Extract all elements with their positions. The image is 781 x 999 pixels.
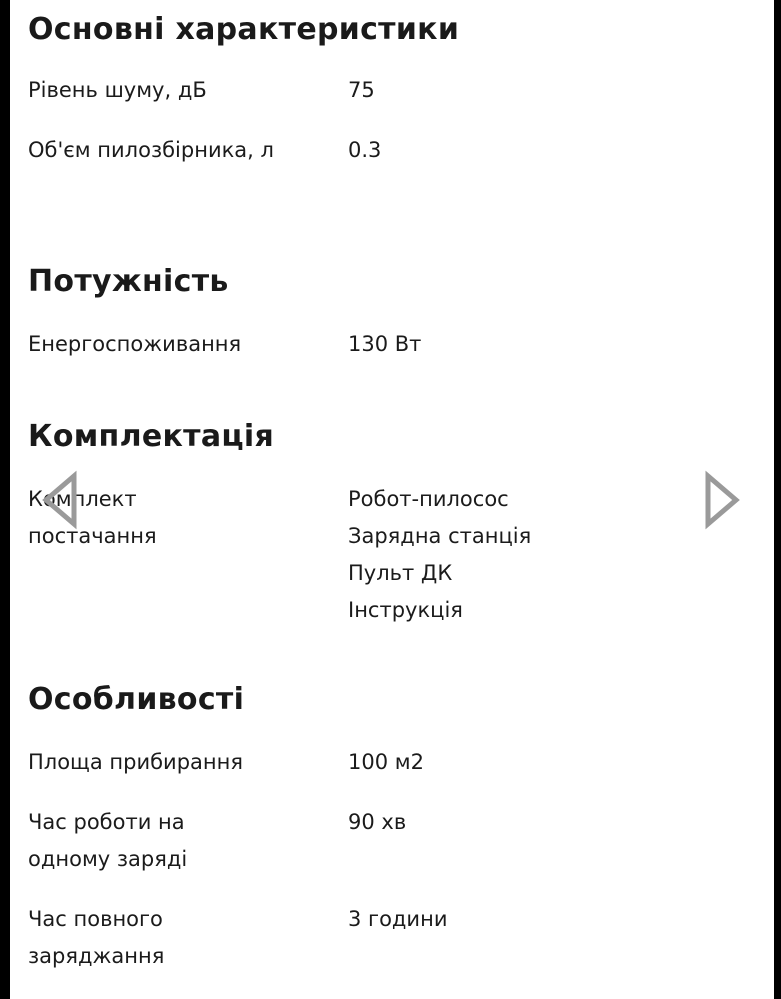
spec-value: 75	[348, 78, 375, 102]
package-item: Інструкція	[348, 598, 463, 622]
spec-label: Об'єм пилозбірника, л	[28, 138, 274, 162]
spec-value: 100 м2	[348, 750, 424, 774]
section-title: Особливості	[28, 682, 245, 717]
package-item: Зарядна станція	[348, 524, 532, 548]
section-title: Комплектація	[28, 419, 275, 454]
prev-arrow-button[interactable]	[40, 470, 80, 530]
package-item: Пульт ДК	[348, 561, 453, 585]
next-arrow-button[interactable]	[702, 470, 742, 530]
spec-row-package-contents	[28, 481, 748, 629]
spec-label: Площа прибирання	[28, 750, 243, 774]
section-title: Потужність	[28, 264, 229, 299]
spec-value: 0.3	[348, 138, 382, 162]
spec-value: 3 години	[348, 907, 448, 931]
spec-row-cleaning-area	[28, 744, 748, 781]
spec-label: Час повного заряджання	[28, 907, 165, 968]
spec-row-charge-time	[28, 901, 748, 975]
spec-row-dust-volume	[28, 132, 748, 169]
section-power	[28, 262, 748, 363]
chevron-left-outline-icon	[40, 470, 80, 530]
spec-row-runtime	[28, 804, 748, 878]
chevron-right-outline-icon	[702, 470, 742, 530]
spec-value: 130 Вт	[348, 332, 422, 356]
section-title: Основні характеристики	[28, 12, 460, 47]
section-main-specs	[28, 10, 748, 169]
section-package	[28, 417, 748, 629]
spec-row-power-consumption	[28, 326, 748, 363]
section-features	[28, 680, 748, 975]
spec-panel	[10, 0, 774, 999]
spec-label: Комплект постачання	[28, 487, 157, 548]
spec-value-list	[348, 481, 748, 629]
spec-row-noise	[28, 72, 748, 109]
spec-label: Рівень шуму, дБ	[28, 78, 207, 102]
spec-value: 90 хв	[348, 810, 407, 834]
spec-label: Енергоспоживання	[28, 332, 242, 356]
spec-label: Час роботи на одному заряді	[28, 810, 188, 871]
package-item: Робот-пилосос	[348, 487, 509, 511]
